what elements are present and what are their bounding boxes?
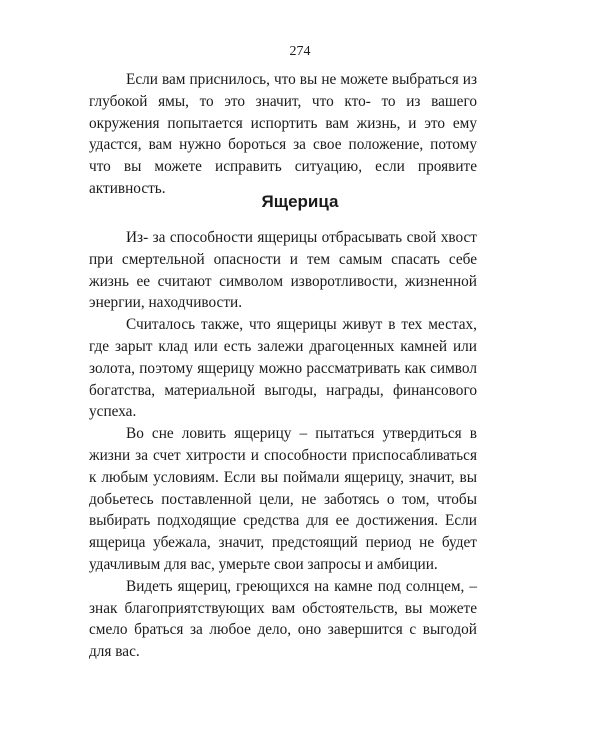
- body-paragraph: Считалось также, что ящерицы живут в тех местах, где зарыт клад или есть залежи драгоценных камней или золота, поэтому ящерицу можно рассматривать как символ богатства, материальной выгоды, награды, финансового успеха.: [89, 316, 477, 421]
- section-body: [89, 227, 477, 663]
- intro-paragraph: Если вам приснилось, что вы не можете выбраться из глубокой ямы, то это значит, что кто- то из вашего окружения попытается испортить вам жизнь, и это ему удастся, вам нужно бороться за свое положение, потому что вы можете исправить ситуацию, если проявите активность.: [89, 71, 477, 197]
- body-paragraph: Видеть ящериц, греющихся на камне под солнцем, – знак благоприятствующих вам обстоятельств, вы можете смело браться за любое дело, оно завершится с выгодой для вас.: [89, 577, 477, 661]
- body-paragraph: Во сне ловить ящерицу – пытаться утвердиться в жизни за счет хитрости и способности приспосабливаться к любым условиям. Если вы поймали ящерицу, значит, вы добьетесь поставленной цели, не заботясь о том, чтобы выбирать подходящие средства для ее достижения. Если ящерица убежала, значит, предстоящий период не будет удачливым для вас, умерьте свои запросы и амбиции.: [89, 425, 477, 573]
- page-number: 274: [289, 44, 311, 59]
- body-paragraph: Из- за способности ящерицы отбрасывать свой хвост при смертельной опасности и тем самым спасать себе жизнь ее считают символом изворотливости, жизненной энергии, находчивости.: [89, 229, 477, 312]
- section-heading: Ящерица: [261, 192, 339, 211]
- intro-text: [89, 69, 477, 200]
